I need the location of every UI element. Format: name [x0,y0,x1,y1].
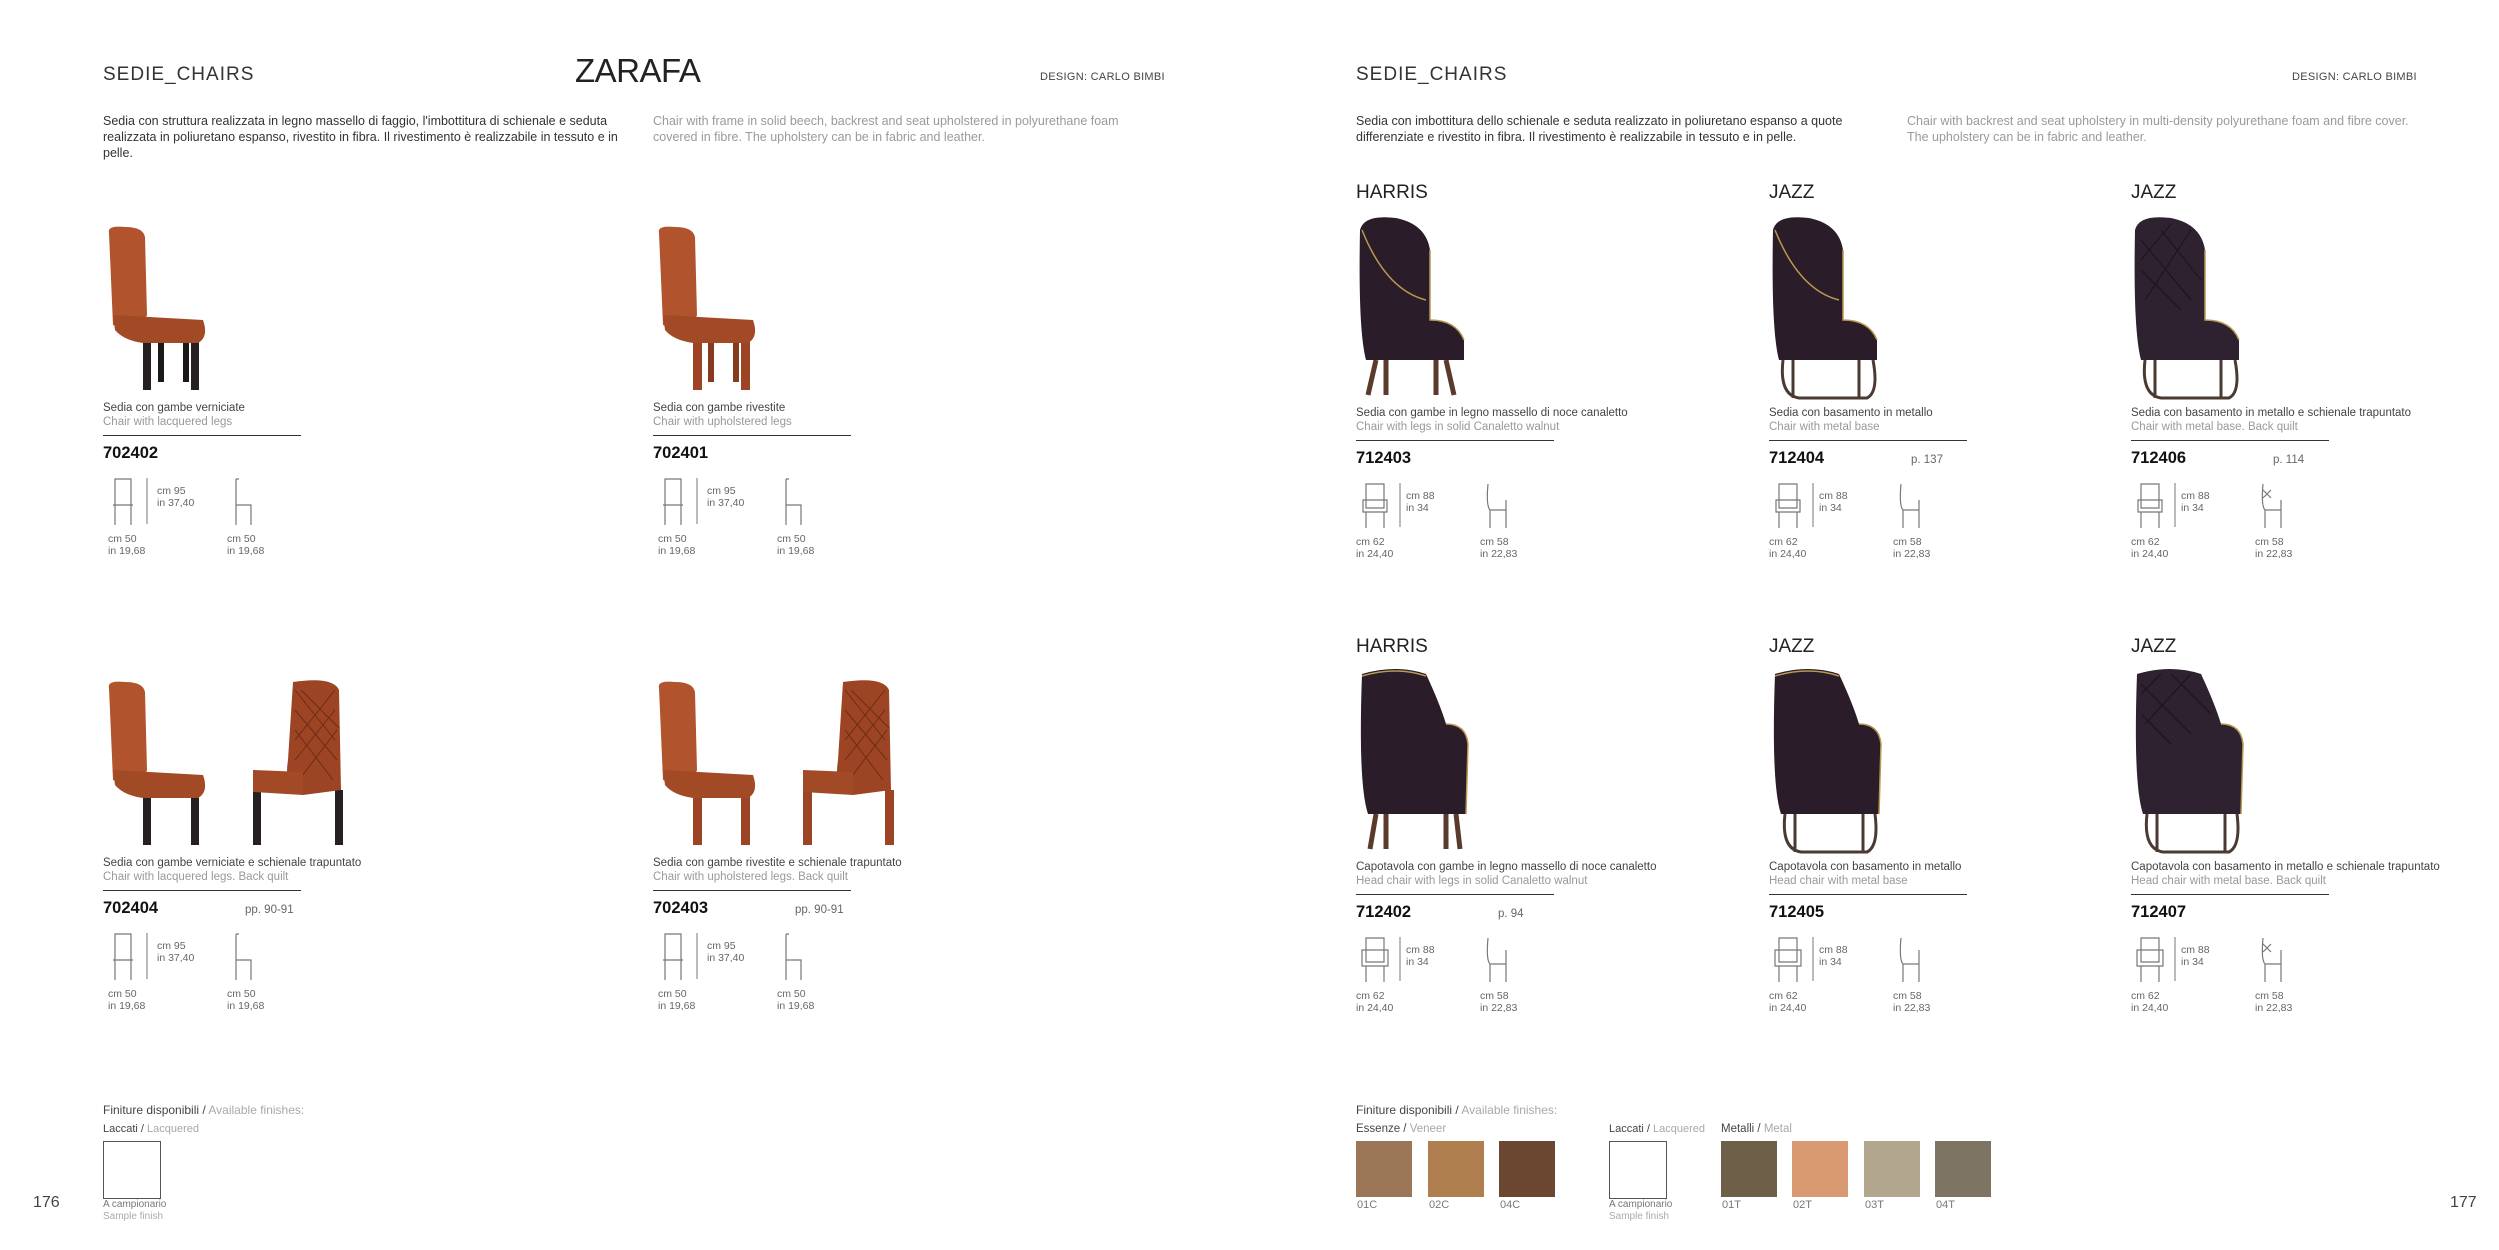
chair-image [2131,664,2271,854]
depth-cm: cm 50 [227,988,256,1000]
height-arrow [693,932,701,980]
depth-cm: cm 58 [1480,536,1509,548]
product-code: 712402 [1356,903,1412,921]
width-cm: cm 62 [2131,536,2160,548]
section-header: SEDIE_CHAIRS [103,64,255,85]
page-ref: p. 137 [1911,454,1943,466]
front-view-icon [1773,936,1803,984]
intro-text-it: Sedia con imbottitura dello schienale e seduta realizzato in poliuretano espanso a quote differenziate e rivestito in fibra. Il rivestimento è realizzabile in tessuto e in pelle. [1356,114,1843,144]
dimension-diagram [1769,932,2109,1017]
swatch-code: 04T [1936,1199,1955,1211]
front-view-icon [2135,482,2165,530]
depth-in: in 22,83 [2255,1002,2293,1014]
side-view-icon [1895,482,1923,530]
width-in: in 19,68 [108,1000,146,1012]
height-cm: cm 88 [1406,490,1435,502]
height-cm: cm 95 [157,940,186,952]
metal-swatch-03t[interactable] [1864,1141,1920,1197]
model-name: JAZZ [1769,182,1815,203]
height-arrow [1809,482,1817,528]
swatch-code: 01T [1722,1199,1741,1211]
product-desc-it: Capotavola con basamento in metallo [1769,861,1962,873]
dimension-diagram [2131,478,2471,563]
product-desc-en: Head chair with legs in solid Canaletto walnut [1356,875,1588,887]
side-view-icon [1482,482,1510,530]
divider [1356,894,1554,895]
height-in: in 37,40 [707,952,745,964]
width-in: in 19,68 [108,545,146,557]
chair-image [1356,664,1496,854]
depth-in: in 19,68 [777,545,815,557]
width-in: in 24,40 [2131,1002,2169,1014]
height-in: in 34 [1406,956,1429,968]
side-view-icon [231,477,255,527]
product-photo [1356,664,1656,854]
front-view-icon [111,932,135,982]
width-cm: cm 62 [1769,990,1798,1002]
page-ref: pp. 90-91 [245,904,294,916]
depth-in: in 19,68 [777,1000,815,1012]
divider [2131,440,2329,441]
metal-swatch-02t[interactable] [1792,1141,1848,1197]
swatch-code: 01C [1357,1199,1378,1211]
divider [653,890,851,891]
product-photo [653,225,953,395]
product-code: 712406 [2131,449,2187,467]
model-name: JAZZ [2131,182,2177,203]
depth-cm: cm 58 [2255,990,2284,1002]
front-view-icon [1360,936,1390,984]
intro-text-it: Sedia con struttura realizzata in legno massello di faggio, l'imbottitura di schienale e seduta realizzata in poliuretano espanso, rivestito in fibra. Il rivestimento è realizzabile in tessuto e in pelle. [103,114,618,160]
front-view-icon [1360,482,1390,530]
width-in: in 19,68 [658,545,696,557]
width-cm: cm 62 [2131,990,2160,1002]
product-photo [1356,210,1656,400]
swatch-code: 04C [1500,1199,1521,1211]
dimension-diagram [1356,478,1696,563]
height-in: in 34 [1819,956,1842,968]
sample-finish-label: A campionario Sample finish [1609,1199,1673,1222]
product-card[interactable] [1769,636,2109,1017]
width-cm: cm 50 [658,533,687,545]
width-in: in 24,40 [1356,1002,1394,1014]
page-ref: pp. 90-91 [795,904,844,916]
chair-image [653,225,803,395]
product-code: 702401 [653,444,709,462]
depth-cm: cm 58 [1893,536,1922,548]
model-name: JAZZ [2131,636,2177,657]
width-cm: cm 62 [1356,990,1385,1002]
model-name: HARRIS [1356,636,1428,657]
sample-finish-swatch[interactable] [1609,1141,1667,1199]
product-photo [1769,210,2069,400]
chair-image [1769,210,1909,400]
designer-credit: DESIGN: CARLO BIMBI [1040,71,1165,83]
height-arrow [1396,936,1404,982]
depth-cm: cm 50 [227,533,256,545]
swatch-code: 02C [1429,1199,1450,1211]
dimension-diagram [1769,478,2109,563]
side-view-icon [2257,936,2285,984]
dimension-diagram [103,928,443,1013]
height-arrow [143,477,151,525]
width-in: in 24,40 [1769,1002,1807,1014]
lacquer-label: Laccati / Lacquered [103,1123,200,1135]
product-code: 712407 [2131,903,2187,921]
divider [1356,440,1554,441]
product-code: 712405 [1769,903,1825,921]
dimension-diagram [1356,932,1696,1017]
swatch-code: 03T [1865,1199,1884,1211]
product-card[interactable] [653,680,993,1013]
height-in: in 37,40 [707,497,745,509]
sample-finish-swatch[interactable] [103,1141,161,1199]
product-desc-en: Chair with metal base [1769,421,1880,433]
product-desc-it: Capotavola con basamento in metallo e schienale trapuntato [2131,861,2440,873]
product-card[interactable] [1356,182,1696,563]
product-desc-en: Head chair with metal base [1769,875,1908,887]
page-number: 177 [2450,1194,2477,1211]
height-cm: cm 95 [707,485,736,497]
dimension-diagram [103,473,443,558]
width-cm: cm 50 [658,988,687,1000]
side-view-icon [2257,482,2285,530]
product-desc-it: Sedia con gambe rivestite [653,402,786,414]
height-arrow [2171,936,2179,982]
chair-image [103,225,253,395]
intro-text-en: Chair with backrest and seat upholstery in multi-density polyurethane foam and fibre cover. The upholstery can be in fabric and leather. [1907,114,2409,144]
product-card[interactable] [103,680,443,1013]
lacquer-label: Laccati / Lacquered [1609,1123,1706,1135]
chair-image [103,680,393,850]
chair-image [1769,664,1909,854]
finishes-heading: Finiture disponibili / Available finishes: [1356,1103,1558,1117]
front-view-icon [111,477,135,527]
product-desc-it: Sedia con gambe in legno massello di noce canaletto [1356,407,1628,419]
veneer-swatch-01c[interactable] [1356,1141,1412,1197]
intro-text-en: Chair with frame in solid beech, backrest and seat upholstered in polyurethane foam covered in fibre. The upholstery can be in fabric and leather. [653,114,1119,144]
dimension-diagram [653,473,993,558]
chair-image [2131,210,2271,400]
depth-in: in 22,83 [1893,548,1931,560]
depth-cm: cm 50 [777,988,806,1000]
finishes-heading: Finiture disponibili / Available finishes: [103,1103,305,1117]
chair-image [653,680,943,850]
height-cm: cm 88 [1819,944,1848,956]
veneer-swatch-02c[interactable] [1428,1141,1484,1197]
product-desc-en: Chair with metal base. Back quilt [2131,421,2298,433]
metal-label: Metalli / Metal [1721,1123,1792,1135]
divider [653,435,851,436]
product-desc-en: Chair with legs in solid Canaletto walnut [1356,421,1560,433]
height-in: in 34 [1406,502,1429,514]
product-card[interactable] [103,225,443,558]
product-code: 712403 [1356,449,1412,467]
product-desc-en: Chair with lacquered legs [103,416,233,428]
side-view-icon [1895,936,1923,984]
side-view-icon [781,932,805,982]
depth-in: in 22,83 [1480,1002,1518,1014]
dimension-diagram [2131,932,2471,1017]
height-in: in 34 [2181,502,2204,514]
product-desc-it: Sedia con basamento in metallo e schienale trapuntato [2131,407,2412,419]
model-name: HARRIS [1356,182,1428,203]
width-cm: cm 50 [108,988,137,1000]
veneer-swatch-04c[interactable] [1499,1141,1555,1197]
side-view-icon [781,477,805,527]
depth-cm: cm 58 [1893,990,1922,1002]
side-view-icon [1482,936,1510,984]
height-in: in 37,40 [157,952,195,964]
product-desc-it: Sedia con gambe verniciate e schienale trapuntato [103,857,362,869]
divider [1769,440,1967,441]
sample-finish-label: A campionario Sample finish [103,1199,167,1222]
product-photo [103,680,403,850]
divider [1769,894,1967,895]
product-photo [653,680,953,850]
page-ref: p. 114 [2273,454,2305,466]
section-header: SEDIE_CHAIRS [1356,64,1508,85]
model-name: JAZZ [1769,636,1815,657]
side-view-icon [231,932,255,982]
swatch-code: 02T [1793,1199,1812,1211]
page-ref: p. 94 [1498,908,1524,920]
product-card[interactable] [1769,182,2109,563]
front-view-icon [2135,936,2165,984]
product-desc-it: Capotavola con gambe in legno massello di noce canaletto [1356,861,1657,873]
product-desc-en: Chair with lacquered legs. Back quilt [103,871,289,883]
divider [2131,894,2329,895]
width-in: in 24,40 [1769,548,1807,560]
divider [103,890,301,891]
product-desc-it: Sedia con gambe rivestite e schienale trapuntato [653,857,902,869]
depth-in: in 19,68 [227,1000,265,1012]
product-code: 702403 [653,899,709,917]
height-cm: cm 88 [2181,490,2210,502]
depth-cm: cm 58 [1480,990,1509,1002]
width-in: in 24,40 [2131,548,2169,560]
product-code: 712404 [1769,449,1825,467]
height-in: in 34 [1819,502,1842,514]
height-in: in 34 [2181,956,2204,968]
product-code: 702404 [103,899,159,917]
height-arrow [143,932,151,980]
height-arrow [1396,482,1404,528]
depth-cm: cm 50 [777,533,806,545]
product-desc-it: Sedia con gambe verniciate [103,402,245,414]
height-cm: cm 95 [157,485,186,497]
product-desc-en: Chair with upholstered legs [653,416,792,428]
front-view-icon [661,932,685,982]
width-cm: cm 50 [108,533,137,545]
product-card[interactable] [1356,636,1696,1017]
product-photo [2131,210,2431,400]
height-in: in 37,40 [157,497,195,509]
dimension-diagram [653,928,993,1013]
height-arrow [2171,482,2179,528]
product-card[interactable] [2131,636,2471,1017]
page-title: ZARAFA [575,52,701,89]
depth-cm: cm 58 [2255,536,2284,548]
width-in: in 19,68 [658,1000,696,1012]
product-photo [103,225,403,395]
product-desc-it: Sedia con basamento in metallo [1769,407,1933,419]
height-cm: cm 88 [1819,490,1848,502]
width-in: in 24,40 [1356,548,1394,560]
height-cm: cm 88 [2181,944,2210,956]
height-arrow [693,477,701,525]
height-arrow [1809,936,1817,982]
depth-in: in 22,83 [2255,548,2293,560]
chair-image [1356,210,1496,400]
front-view-icon [1773,482,1803,530]
product-photo [1769,664,2069,854]
width-cm: cm 62 [1356,536,1385,548]
width-cm: cm 62 [1769,536,1798,548]
page-number: 176 [33,1194,60,1211]
metal-swatch-01t[interactable] [1721,1141,1777,1197]
front-view-icon [661,477,685,527]
product-card[interactable] [2131,182,2471,563]
product-desc-en: Head chair with metal base. Back quilt [2131,875,2326,887]
depth-in: in 22,83 [1480,548,1518,560]
designer-credit: DESIGN: CARLO BIMBI [2292,71,2417,83]
product-desc-en: Chair with upholstered legs. Back quilt [653,871,848,883]
metal-swatch-04t[interactable] [1935,1141,1991,1197]
product-card[interactable] [653,225,993,558]
product-photo [2131,664,2431,854]
product-code: 702402 [103,444,159,462]
veneer-label: Essenze / Veneer [1356,1123,1447,1135]
depth-in: in 22,83 [1893,1002,1931,1014]
height-cm: cm 95 [707,940,736,952]
divider [103,435,301,436]
height-cm: cm 88 [1406,944,1435,956]
depth-in: in 19,68 [227,545,265,557]
